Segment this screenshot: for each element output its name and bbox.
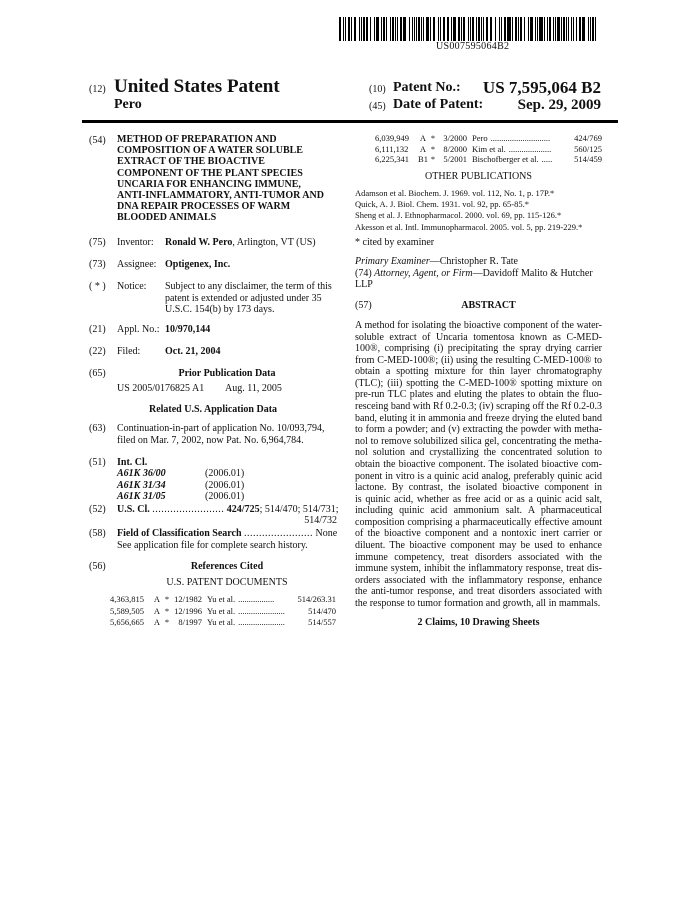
barcode-bar xyxy=(547,17,548,41)
barcode-bar xyxy=(490,17,492,41)
barcode-bar xyxy=(461,17,462,41)
code-45: (45) xyxy=(369,101,386,112)
cont-line: filed on Mar. 7, 2002, now Pat. No. 6,964,784. xyxy=(117,434,304,446)
usdoc-dots: ...................... xyxy=(238,617,285,627)
barcode-bar xyxy=(409,17,410,41)
barcode-bar xyxy=(566,17,567,41)
inventor-code: (75) xyxy=(89,237,106,248)
intcl-row xyxy=(117,480,244,492)
notice-line: Subject to any disclaimer, the term of this xyxy=(165,281,332,292)
barcode-bar xyxy=(451,17,452,41)
examiner-name: —Christopher R. Tate xyxy=(429,256,518,267)
usdoc-number: 6,225,341 xyxy=(375,154,409,164)
usdocs-heading: U.S. PATENT DOCUMENTS xyxy=(166,577,288,588)
field-note: See application file for complete search history. xyxy=(117,540,308,551)
abstract-line: A method for isolating the bioactive component of the water- xyxy=(355,320,602,331)
prior-date: Aug. 11, 2005 xyxy=(225,383,282,394)
barcode-bar xyxy=(504,17,506,41)
barcode-bar xyxy=(568,17,569,41)
uscl-dots: ........................ xyxy=(152,504,225,515)
abstract-line: composition comprising a pharmaceutically effective amount xyxy=(355,516,602,528)
abstract-line: soluble extract of Uncaria tomentosa known as C-MED- xyxy=(355,331,602,343)
barcode-bar xyxy=(395,17,396,41)
intcl-version: (2006.01) xyxy=(205,479,245,491)
inventor-label: Inventor: xyxy=(117,237,154,248)
abstract-line: to form a powder; and (v) extracting the powder with metha- xyxy=(355,424,602,436)
usdoc-row xyxy=(375,144,602,155)
barcode-bar xyxy=(476,17,477,41)
cont-line: Continuation-in-part of application No. 10/093,794, xyxy=(117,423,325,434)
field-value: None xyxy=(315,528,338,539)
barcode-bar xyxy=(553,17,554,41)
usdoc-star: * xyxy=(430,143,436,154)
usdoc-class: 514/557 xyxy=(308,617,336,627)
barcode-bar xyxy=(515,17,517,41)
usdoc-star: * xyxy=(430,133,436,143)
barcode-bar xyxy=(495,17,496,41)
usdoc-dots: ..... xyxy=(541,154,553,164)
abstract-line: orders associated with the inflammatory response, enhance xyxy=(355,574,602,586)
filed-code: (22) xyxy=(89,346,106,357)
uscl-rest: ; 514/470; 514/731; xyxy=(259,504,339,515)
title-line: BLOODED ANIMALS xyxy=(117,212,217,224)
usdoc-class: 514/263.31 xyxy=(297,594,336,604)
barcode-bar xyxy=(472,17,474,41)
uscl-main: 424/725 xyxy=(226,504,260,515)
barcode-bar xyxy=(557,17,560,41)
barcode-bar xyxy=(426,17,429,41)
usdoc-kind: A xyxy=(419,133,427,143)
barcode-bar xyxy=(447,17,448,41)
document-type: United States Patent xyxy=(114,76,280,97)
usdoc-class: 424/769 xyxy=(574,133,602,143)
abstract-line: (TLC); (iii) spotting the C-MED-100® spotting mixture on xyxy=(355,377,602,389)
barcode-bar xyxy=(351,17,352,41)
abstract-line: immune system, inhibit the inflammatory response, treat dis- xyxy=(355,563,602,575)
title-line: COMPOSITION OF A WATER SOLUBLE xyxy=(117,145,303,157)
appl-number: 10/970,144 xyxy=(165,324,211,335)
abstract-line: is quinic acid, whether as free acid or as a quinic acid salt, xyxy=(355,493,602,505)
barcode-bar xyxy=(339,17,341,41)
title-line: UNCARIA FOR ENHANCING IMMUNE, xyxy=(117,178,301,190)
usdoc-row xyxy=(110,606,336,618)
barcode-bar xyxy=(518,17,519,41)
inventor-location: , Arlington, VT (US) xyxy=(232,237,316,248)
barcode-bar xyxy=(541,17,543,41)
abstract-text xyxy=(355,320,602,609)
notice-line: patent is extended or adjusted under 35 xyxy=(165,292,322,304)
usdoc-class: 514/459 xyxy=(574,154,602,164)
barcode-bar xyxy=(507,17,510,41)
patent-number: US 7,595,064 B2 xyxy=(482,78,601,97)
abstract-line: including quinic acid ammonium salt. A pharmaceutical xyxy=(355,505,602,517)
barcode xyxy=(339,17,597,41)
barcode-bar xyxy=(549,17,551,41)
attorney-code: (74) xyxy=(355,268,372,279)
barcode-bar xyxy=(343,17,344,41)
abstract-line: resceing band with Rf 0.2-0.3; (iv) scraping off the Rf 0.2-0.3 xyxy=(355,401,602,413)
attorney-name: —Davidoff Malito & Hutcher xyxy=(472,268,593,279)
intcl-class: A61K 31/05 xyxy=(117,491,166,502)
intcl-code: (51) xyxy=(89,457,106,468)
refs-code: (56) xyxy=(89,561,106,572)
prior-heading: Prior Publication Data xyxy=(178,368,276,379)
abstract-heading: ABSTRACT xyxy=(461,300,516,311)
usdoc-row xyxy=(110,594,336,606)
usdoc-date: 5/2001 xyxy=(443,154,467,164)
barcode-bar xyxy=(483,17,484,41)
barcode-bar xyxy=(453,17,456,41)
inventor-short: Pero xyxy=(114,97,142,112)
usdoc-number: 6,039,949 xyxy=(375,133,409,143)
barcode-bar xyxy=(592,17,594,41)
usdoc-star: * xyxy=(164,617,170,627)
barcode-bar xyxy=(463,17,465,41)
patent-no-label: Patent No.: xyxy=(393,80,461,95)
usdoc-kind: A xyxy=(419,143,427,154)
assignee-name: Optigenex, Inc. xyxy=(165,259,231,270)
title-code: (54) xyxy=(89,135,106,146)
usdoc-dots: .................... xyxy=(508,143,552,154)
usdoc-kind: B1 xyxy=(418,154,428,164)
barcode-bar xyxy=(573,17,574,41)
barcode-bar xyxy=(430,17,431,41)
field-dots: ....................... xyxy=(244,528,314,539)
title-line: DNA REPAIR PROCESSES OF WARM xyxy=(117,201,291,213)
other-pub: Adamson et al. Biochem. J. 1969. vol. 112, No. 1, p. 17P.* xyxy=(355,188,555,198)
examiner-label: Primary Examiner xyxy=(355,256,430,267)
abstract-line: the response to tumor formation and growth, all in mammals. xyxy=(355,597,601,609)
abstract-line: ponent in vitro is a quinic acid analog, preferably quinic acid xyxy=(355,470,602,482)
field-line xyxy=(117,528,337,539)
barcode-bar xyxy=(363,17,365,41)
abstract-line: immune competency, treat disorders associated with the xyxy=(355,551,602,563)
invention-title xyxy=(117,134,342,224)
cited-by-note: * cited by examiner xyxy=(355,237,435,248)
barcode-bar xyxy=(418,17,420,41)
intcl-list xyxy=(117,468,244,503)
barcode-bar xyxy=(381,17,382,41)
barcode-bar xyxy=(579,17,581,41)
abstract-line: the anti-tumor response, and treat disorders associated with xyxy=(355,586,602,598)
usdocs-list-left xyxy=(110,594,336,629)
barcode-bar xyxy=(544,17,545,41)
barcode-bar xyxy=(370,17,371,41)
uscl-label: U.S. Cl. xyxy=(117,504,150,515)
usdoc-class: 560/125 xyxy=(574,143,602,154)
abstract-line: nol solution and crystallizing the concentrated solution to xyxy=(355,447,602,459)
barcode-bar xyxy=(478,17,481,41)
other-pub: Akesson et al. Intl. Immunopharmacol. 2005. vol. 5, pp. 219-229.* xyxy=(355,221,583,232)
notice-text xyxy=(165,281,337,316)
assignee-label: Assignee: xyxy=(117,259,157,270)
abstract-line: pre-run TLC plates and eluting the plates to obtain the fluo- xyxy=(355,389,602,401)
abstract-line: nol to remove solubilized silica gel, concentrating the metha- xyxy=(355,435,602,447)
usdoc-star: * xyxy=(164,594,170,604)
continuation-text xyxy=(117,423,339,446)
barcode-bar xyxy=(421,17,422,41)
usdoc-star: * xyxy=(164,605,170,616)
header-rule xyxy=(82,120,618,123)
prior-number: US 2005/0176825 A1 xyxy=(117,383,205,394)
code-10: (10) xyxy=(369,84,386,95)
usdoc-row xyxy=(375,154,602,165)
attorney-line xyxy=(355,268,593,279)
notice-label: Notice: xyxy=(117,281,147,292)
barcode-bar xyxy=(582,17,585,41)
barcode-bar xyxy=(354,17,357,41)
code-12: (12) xyxy=(89,84,106,95)
intcl-class: A61K 36/00 xyxy=(117,468,166,479)
barcode-bar xyxy=(403,17,406,41)
other-pub: Quick, A. J. Biol. Chem. 1931. vol. 92, pp. 65-85.* xyxy=(355,199,530,210)
barcode-bar xyxy=(499,17,500,41)
field-code: (58) xyxy=(89,528,106,539)
refs-heading: References Cited xyxy=(190,561,264,572)
barcode-bar xyxy=(561,17,562,41)
usdoc-number: 6,111,132 xyxy=(375,143,409,154)
usdoc-name: Yu et al. xyxy=(207,617,236,627)
barcode-bar xyxy=(423,17,424,41)
usdoc-dots: ...................... xyxy=(238,605,285,616)
barcode-bar xyxy=(383,17,385,41)
barcode-bar xyxy=(595,17,596,41)
date-label: Date of Patent: xyxy=(393,97,484,112)
barcode-bar xyxy=(348,17,350,41)
abstract-line: band, eluting it in ammonia and freeze drying the eluted band xyxy=(355,412,602,424)
barcode-bar xyxy=(501,17,502,41)
barcode-bar xyxy=(510,17,511,41)
barcode-bar xyxy=(524,17,525,41)
barcode-bar xyxy=(412,17,413,41)
other-pub: Sheng et al. J. Ethnopharmacol. 2000. vol. 69, pp. 115-126.* xyxy=(355,210,562,221)
barcode-bar xyxy=(588,17,589,41)
usdoc-kind: A xyxy=(153,617,161,627)
abstract-line: obtain the bioactive component. The isolated bioactive com- xyxy=(355,458,602,470)
barcode-bar xyxy=(392,17,394,41)
other-pubs-list xyxy=(355,188,602,233)
cont-code: (63) xyxy=(89,423,106,434)
usdoc-name: Yu et al. xyxy=(207,594,236,604)
barcode-bar xyxy=(520,17,522,41)
intcl-row xyxy=(117,468,244,480)
usdoc-class: 514/470 xyxy=(308,605,336,616)
usdoc-number: 5,656,665 xyxy=(110,617,144,627)
intcl-label: Int. Cl. xyxy=(117,457,148,468)
title-line: EXTRACT OF THE BIOACTIVE xyxy=(117,156,265,168)
barcode-bar xyxy=(481,17,482,41)
barcode-bar xyxy=(512,17,513,41)
usdoc-date: 3/2000 xyxy=(443,133,467,143)
usdoc-kind: A xyxy=(153,594,161,604)
intcl-version: (2006.01) xyxy=(205,468,245,479)
usdoc-row xyxy=(110,617,336,629)
title-line: METHOD OF PREPARATION AND xyxy=(117,134,277,145)
barcode-bar xyxy=(416,17,418,41)
barcode-bar xyxy=(468,17,469,41)
barcode-bar xyxy=(530,17,533,41)
barcode-bar xyxy=(440,17,441,41)
barcode-number: US007595064B2 xyxy=(436,41,510,52)
barcode-bar xyxy=(537,17,538,41)
attorney-line2: LLP xyxy=(355,279,373,290)
usdoc-row xyxy=(375,133,602,144)
usdoc-star: * xyxy=(430,154,436,164)
barcode-bar xyxy=(470,17,471,41)
barcode-bar xyxy=(433,17,435,41)
usdoc-name: Yu et al. xyxy=(207,605,236,616)
barcode-bar xyxy=(386,17,387,41)
barcode-bar xyxy=(443,17,445,41)
abstract-line: diluent. The bioactive component may be used to enhance xyxy=(355,539,602,551)
barcode-bar xyxy=(345,17,346,41)
usdoc-number: 5,589,505 xyxy=(110,605,144,616)
abstract-line: from C-MED-100®; (ii) using the resulting C-MED-100® to xyxy=(355,354,602,366)
uscl-code: (52) xyxy=(89,504,106,515)
abstract-line: of the bioactive component and a nontoxic inert carrier or xyxy=(355,528,602,540)
intcl-row xyxy=(117,491,244,503)
barcode-bar xyxy=(390,17,391,41)
intcl-version: (2006.01) xyxy=(205,491,245,502)
barcode-bar xyxy=(458,17,460,41)
barcode-bar xyxy=(376,17,379,41)
barcode-bar xyxy=(438,17,439,41)
barcode-bar xyxy=(563,17,565,41)
title-line: ANTI-INFLAMMATORY, ANTI-TUMOR AND xyxy=(117,190,324,202)
barcode-bar xyxy=(486,17,488,41)
filed-date: Oct. 21, 2004 xyxy=(165,346,221,357)
filed-label: Filed: xyxy=(117,346,141,357)
barcode-bar xyxy=(576,17,577,41)
barcode-bar xyxy=(590,17,591,41)
abstract-line: obtain a spotting mixture for thin layer chromatography xyxy=(355,366,602,378)
title-line: COMPONENT OF THE PLANT SPECIES xyxy=(117,167,303,179)
other-pubs-heading: OTHER PUBLICATIONS xyxy=(425,171,532,182)
examiner-line xyxy=(355,256,518,267)
usdoc-date: 12/1996 xyxy=(174,605,202,616)
usdoc-date: 8/1997 xyxy=(178,617,202,627)
barcode-bar xyxy=(528,17,529,41)
usdoc-name: Kim et al. xyxy=(472,143,506,154)
usdoc-date: 8/2000 xyxy=(443,143,467,154)
abstract-line: lactone. By contrast, the isolated bioactive component in xyxy=(355,482,602,494)
uscl-line2: 514/732 xyxy=(304,515,337,526)
uscl-line xyxy=(117,504,338,515)
assignee-code: (73) xyxy=(89,259,106,270)
barcode-bar xyxy=(414,17,415,41)
intcl-class: A61K 31/34 xyxy=(117,479,166,491)
usdoc-kind: A xyxy=(153,605,161,616)
appl-label: Appl. No.: xyxy=(117,324,160,335)
usdoc-name: Pero xyxy=(472,133,488,143)
usdocs-list-right xyxy=(375,133,602,165)
abstract-line: 100®, comprising (i) precipitating the spray drying carrier xyxy=(355,343,602,355)
barcode-bar xyxy=(539,17,541,41)
prior-code: (65) xyxy=(89,368,106,379)
usdoc-name: Bischofberger et al. xyxy=(472,154,539,164)
usdoc-dots: ............................ xyxy=(490,133,551,143)
usdoc-date: 12/1982 xyxy=(174,594,202,604)
barcode-bar xyxy=(361,17,362,41)
patent-date: Sep. 29, 2009 xyxy=(517,97,601,113)
barcode-bar xyxy=(359,17,360,41)
claims-summary: 2 Claims, 10 Drawing Sheets xyxy=(417,617,540,628)
notice-line: U.S.C. 154(b) by 173 days. xyxy=(165,304,275,315)
abstract-code: (57) xyxy=(355,300,372,311)
usdoc-number: 4,363,815 xyxy=(110,594,144,604)
barcode-bar xyxy=(535,17,536,41)
notice-code: ( * ) xyxy=(89,281,106,292)
inventor-field xyxy=(165,237,316,248)
barcode-bar xyxy=(374,17,375,41)
barcode-bar xyxy=(571,17,573,41)
barcode-bar xyxy=(555,17,556,41)
barcode-bar xyxy=(397,17,398,41)
inventor-name: Ronald W. Pero xyxy=(165,237,233,248)
barcode-bar xyxy=(448,17,449,41)
field-label: Field of Classification Search xyxy=(117,528,242,539)
attorney-label: Attorney, Agent, or Firm xyxy=(374,268,473,279)
barcode-bar xyxy=(400,17,402,41)
barcode-bar xyxy=(366,17,368,41)
usdoc-dots: ................. xyxy=(238,594,275,604)
appl-code: (21) xyxy=(89,324,106,335)
related-heading: Related U.S. Application Data xyxy=(148,404,278,415)
